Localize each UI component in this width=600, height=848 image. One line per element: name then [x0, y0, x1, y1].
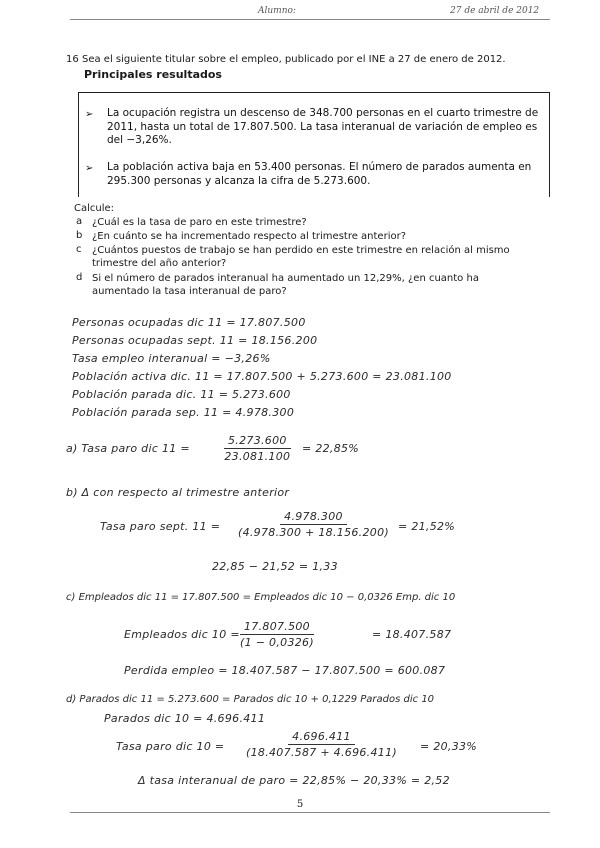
- part-b-result: = 21,52%: [398, 520, 456, 533]
- part-a-numerator: 5.273.600: [224, 434, 291, 449]
- header-divider: [70, 19, 550, 20]
- data-line-4: Población activa dic. 11 = 17.807.500 + 5.273.600 = 23.081.100: [72, 370, 452, 383]
- question-intro: Sea el siguiente titular sobre el empleo, publicado por el INE a 27 de enero de 2012.: [82, 54, 506, 65]
- part-c-line-1: c) Empleados dic 11 = 17.807.500 = Empleados dic 10 − 0,0326 Emp. dic 10: [66, 592, 456, 603]
- part-b-difference: 22,85 − 21,52 = 1,33: [212, 560, 338, 573]
- data-line-3: Tasa empleo interanual = −3,26%: [72, 352, 271, 365]
- data-line-2: Personas ocupadas sept. 11 = 18.156.200: [72, 334, 318, 347]
- item-letter: c: [76, 244, 82, 255]
- item-c: ¿Cuántos puestos de trabajo se han perdido en este trimestre en relación al mismo trimestre del año anterior?: [92, 245, 510, 269]
- item-letter: b: [76, 230, 83, 241]
- item-b: ¿En cuánto se ha incrementado respecto al trimestre anterior?: [92, 231, 407, 242]
- arrow-bullet-icon: ➢: [85, 109, 94, 120]
- part-a-denominator: 23.081.100: [224, 450, 291, 463]
- item-letter: d: [76, 272, 83, 283]
- part-d-label: Tasa paro dic 10 =: [116, 740, 225, 753]
- part-c-line-3: Perdida empleo = 18.407.587 − 17.807.500 = 600.087: [124, 664, 446, 677]
- part-d-denominator: (18.407.587 + 4.696.411): [246, 746, 397, 759]
- part-b-numerator: 4.978.300: [280, 510, 347, 525]
- part-a-fraction: [224, 434, 291, 463]
- item-a: ¿Cuál es la tasa de paro en este trimestre?: [92, 217, 307, 228]
- question-number: 16: [66, 54, 79, 65]
- part-d-line-2: Parados dic 10 = 4.696.411: [104, 712, 266, 725]
- header-date: 27 de abril de 2012: [450, 6, 540, 16]
- results-box: [78, 92, 550, 197]
- data-line-6: Población parada sep. 11 = 4.978.300: [72, 406, 295, 419]
- header-student-label: Alumno:: [258, 6, 296, 16]
- box-title: Principales resultados: [84, 68, 222, 81]
- part-c-result: = 18.407.587: [372, 628, 452, 641]
- part-b-label: Tasa paro sept. 11 =: [100, 520, 221, 533]
- footer-divider: [70, 812, 550, 813]
- part-d-result: = 20,33%: [420, 740, 478, 753]
- part-c-label: Empleados dic 10 =: [124, 628, 240, 641]
- part-c-numerator: 17.807.500: [240, 620, 314, 635]
- part-d-line-4: Δ tasa interanual de paro = 22,85% − 20,33% = 2,52: [138, 774, 450, 787]
- result-bullet-1: La ocupación registra un descenso de 348.700 personas en el cuarto trimestre de 2011, hasta un total de 17.807.500. La tasa interanual de variación de empleo es del −3,26%.: [107, 107, 539, 146]
- page-number: 5: [296, 799, 304, 810]
- item-d: Si el número de parados interanual ha aumentado un 12,29%, ¿en cuanto ha aumentado la tasa interanual de paro?: [92, 273, 479, 297]
- part-a-label: a) Tasa paro dic 11 =: [66, 442, 190, 455]
- data-line-1: Personas ocupadas dic 11 = 17.807.500: [72, 316, 306, 329]
- part-c-denominator: (1 − 0,0326): [240, 636, 314, 649]
- calcule-label: Calcule:: [74, 203, 115, 214]
- result-bullet-2: La población activa baja en 53.400 personas. El número de parados aumenta en 295.300 personas y alcanza la cifra de 5.273.600.: [107, 161, 532, 187]
- part-b-heading: b) Δ con respecto al trimestre anterior: [66, 486, 290, 499]
- arrow-bullet-icon: ➢: [85, 163, 94, 174]
- part-b-fraction: [238, 510, 389, 539]
- part-c-fraction: [240, 620, 314, 649]
- part-d-fraction: [246, 730, 397, 759]
- item-letter: a: [76, 216, 83, 227]
- part-d-numerator: 4.696.411: [288, 730, 355, 745]
- part-a-result: = 22,85%: [302, 442, 360, 455]
- data-line-5: Población parada dic. 11 = 5.273.600: [72, 388, 291, 401]
- part-d-line-1: d) Parados dic 11 = 5.273.600 = Parados dic 10 + 0,1229 Parados dic 10: [66, 694, 435, 705]
- part-b-denominator: (4.978.300 + 18.156.200): [238, 526, 389, 539]
